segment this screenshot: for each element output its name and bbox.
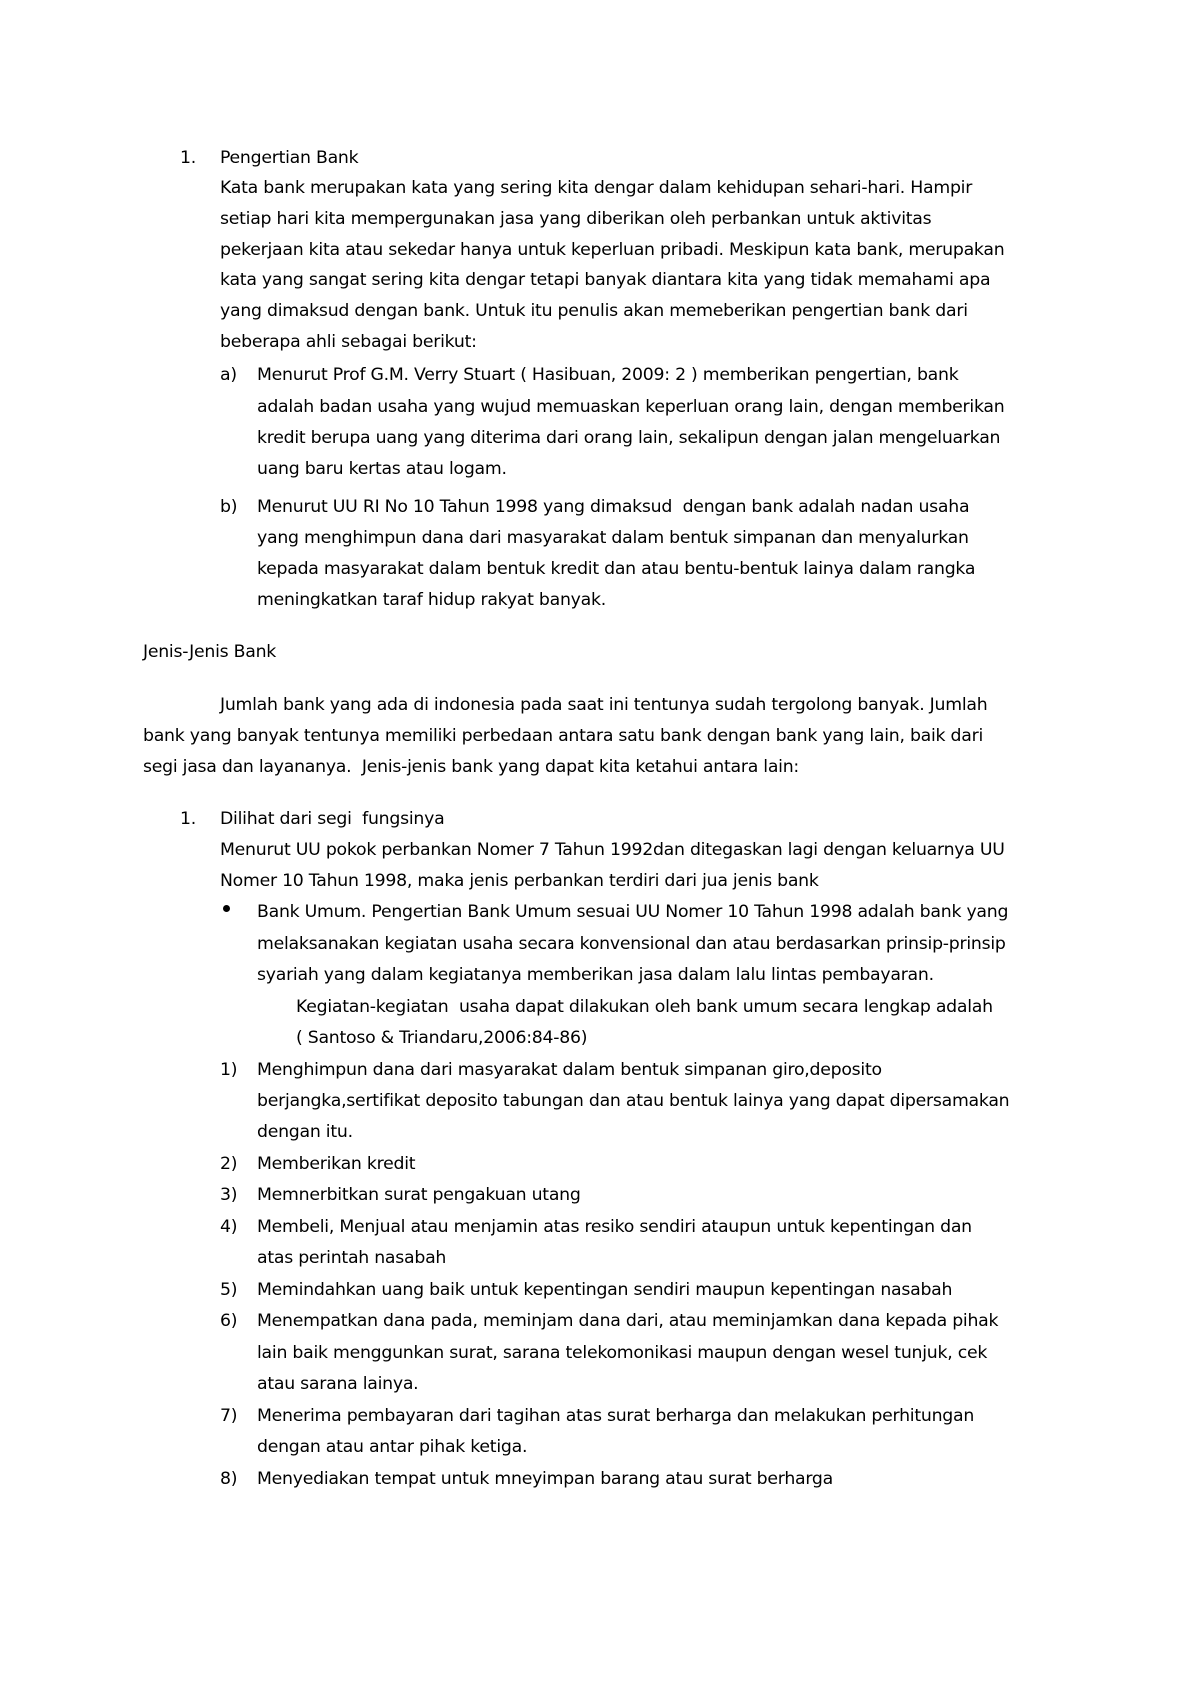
paragraph-line: bank yang banyak tentunya memiliki perbedaan antara satu bank dengan bank yang lain, baik dari (143, 726, 984, 746)
section-number: 1. (180, 148, 196, 168)
list-item-line: dengan atau antar pihak ketiga. (257, 1437, 528, 1457)
list-item-line: Menempatkan dana pada, meminjam dana dari, atau meminjamkan dana kepada pihak (257, 1311, 999, 1331)
list-marker: 8) (220, 1469, 238, 1489)
list-marker: 2) (220, 1154, 238, 1174)
bullet-icon (223, 905, 230, 912)
list-marker: 7) (220, 1406, 238, 1426)
list-item-line: atau sarana lainya. (257, 1374, 419, 1394)
list-marker: a) (220, 365, 237, 385)
subsection-heading: Dilihat dari segi fungsinya (220, 809, 445, 829)
section-number: 1. (180, 809, 196, 829)
list-item-line: Menerima pembayaran dari tagihan atas surat berharga dan melakukan perhitungan (257, 1406, 975, 1426)
list-item-line: Menghimpun dana dari masyarakat dalam bentuk simpanan giro,deposito (257, 1060, 882, 1080)
list-item-line: Menurut UU RI No 10 Tahun 1998 yang dimaksud dengan bank adalah nadan usaha (257, 497, 970, 517)
list-item-line: adalah badan usaha yang wujud memuaskan keperluan orang lain, dengan memberikan (257, 397, 1005, 417)
list-item-line: Membeli, Menjual atau menjamin atas resiko sendiri ataupun untuk kepentingan dan (257, 1217, 972, 1237)
list-item-line: lain baik menggunkan surat, sarana telekomonikasi maupun dengan wesel tunjuk, cek (257, 1343, 988, 1363)
list-item-line: dengan itu. (257, 1122, 353, 1142)
bullet-line: syariah yang dalam kegiatanya memberikan jasa dalam lalu lintas pembayaran. (257, 965, 934, 985)
paragraph-line: Kegiatan-kegiatan usaha dapat dilakukan oleh bank umum secara lengkap adalah (296, 997, 993, 1017)
list-item-line: berjangka,sertifikat deposito tabungan dan atau bentuk lainya yang dapat dipersamakan (257, 1091, 1010, 1111)
paragraph-line: segi jasa dan layananya. Jenis-jenis bank yang dapat kita ketahui antara lain: (143, 757, 799, 777)
citation-line: ( Santoso & Triandaru,2006:84-86) (296, 1028, 588, 1048)
list-item-line: meningkatkan taraf hidup rakyat banyak. (257, 590, 606, 610)
section-heading: Pengertian Bank (220, 148, 359, 168)
list-item-line: kredit berupa uang yang diterima dari orang lain, sekalipun dengan jalan mengeluarkan (257, 428, 1001, 448)
list-item-line: Menyediakan tempat untuk mneyimpan barang atau surat berharga (257, 1469, 833, 1489)
list-item-line: Memberikan kredit (257, 1154, 416, 1174)
paragraph-line: setiap hari kita mempergunakan jasa yang diberikan oleh perbankan untuk aktivitas (220, 209, 932, 229)
paragraph-line: kata yang sangat sering kita dengar tetapi banyak diantara kita yang tidak memahami apa (220, 270, 991, 290)
list-marker: b) (220, 497, 238, 517)
list-marker: 5) (220, 1280, 238, 1300)
paragraph-line: beberapa ahli sebagai berikut: (220, 332, 477, 352)
paragraph-line: pekerjaan kita atau sekedar hanya untuk keperluan pribadi. Meskipun kata bank, merupakan (220, 240, 1005, 260)
list-item-line: Memnerbitkan surat pengakuan utang (257, 1185, 581, 1205)
section-heading: Jenis-Jenis Bank (143, 642, 277, 662)
bullet-line: melaksanakan kegiatan usaha secara konvensional dan atau berdasarkan prinsip-prinsip (257, 934, 1006, 954)
paragraph-line: Nomer 10 Tahun 1998, maka jenis perbankan terdiri dari jua jenis bank (220, 871, 819, 891)
list-item-line: Menurut Prof G.M. Verry Stuart ( Hasibuan, 2009: 2 ) memberikan pengertian, bank (257, 365, 959, 385)
list-item-line: kepada masyarakat dalam bentuk kredit dan atau bentu-bentuk lainya dalam rangka (257, 559, 976, 579)
list-marker: 3) (220, 1185, 238, 1205)
paragraph-line: Menurut UU pokok perbankan Nomer 7 Tahun 1992dan ditegaskan lagi dengan keluarnya UU (220, 840, 1005, 860)
list-item-line: uang baru kertas atau logam. (257, 459, 507, 479)
bullet-line: Bank Umum. Pengertian Bank Umum sesuai UU Nomer 10 Tahun 1998 adalah bank yang (257, 902, 1009, 922)
paragraph-line: yang dimaksud dengan bank. Untuk itu penulis akan memeberikan pengertian bank dari (220, 301, 968, 321)
paragraph-line: Kata bank merupakan kata yang sering kita dengar dalam kehidupan sehari-hari. Hampir (220, 178, 973, 198)
list-marker: 1) (220, 1060, 238, 1080)
list-item-line: atas perintah nasabah (257, 1248, 447, 1268)
list-item-line: Memindahkan uang baik untuk kepentingan sendiri maupun kepentingan nasabah (257, 1280, 953, 1300)
list-marker: 4) (220, 1217, 238, 1237)
list-item-line: yang menghimpun dana dari masyarakat dalam bentuk simpanan dan menyalurkan (257, 528, 969, 548)
list-marker: 6) (220, 1311, 238, 1331)
paragraph-line: Jumlah bank yang ada di indonesia pada saat ini tentunya sudah tergolong banyak. Jumlah (220, 695, 988, 715)
